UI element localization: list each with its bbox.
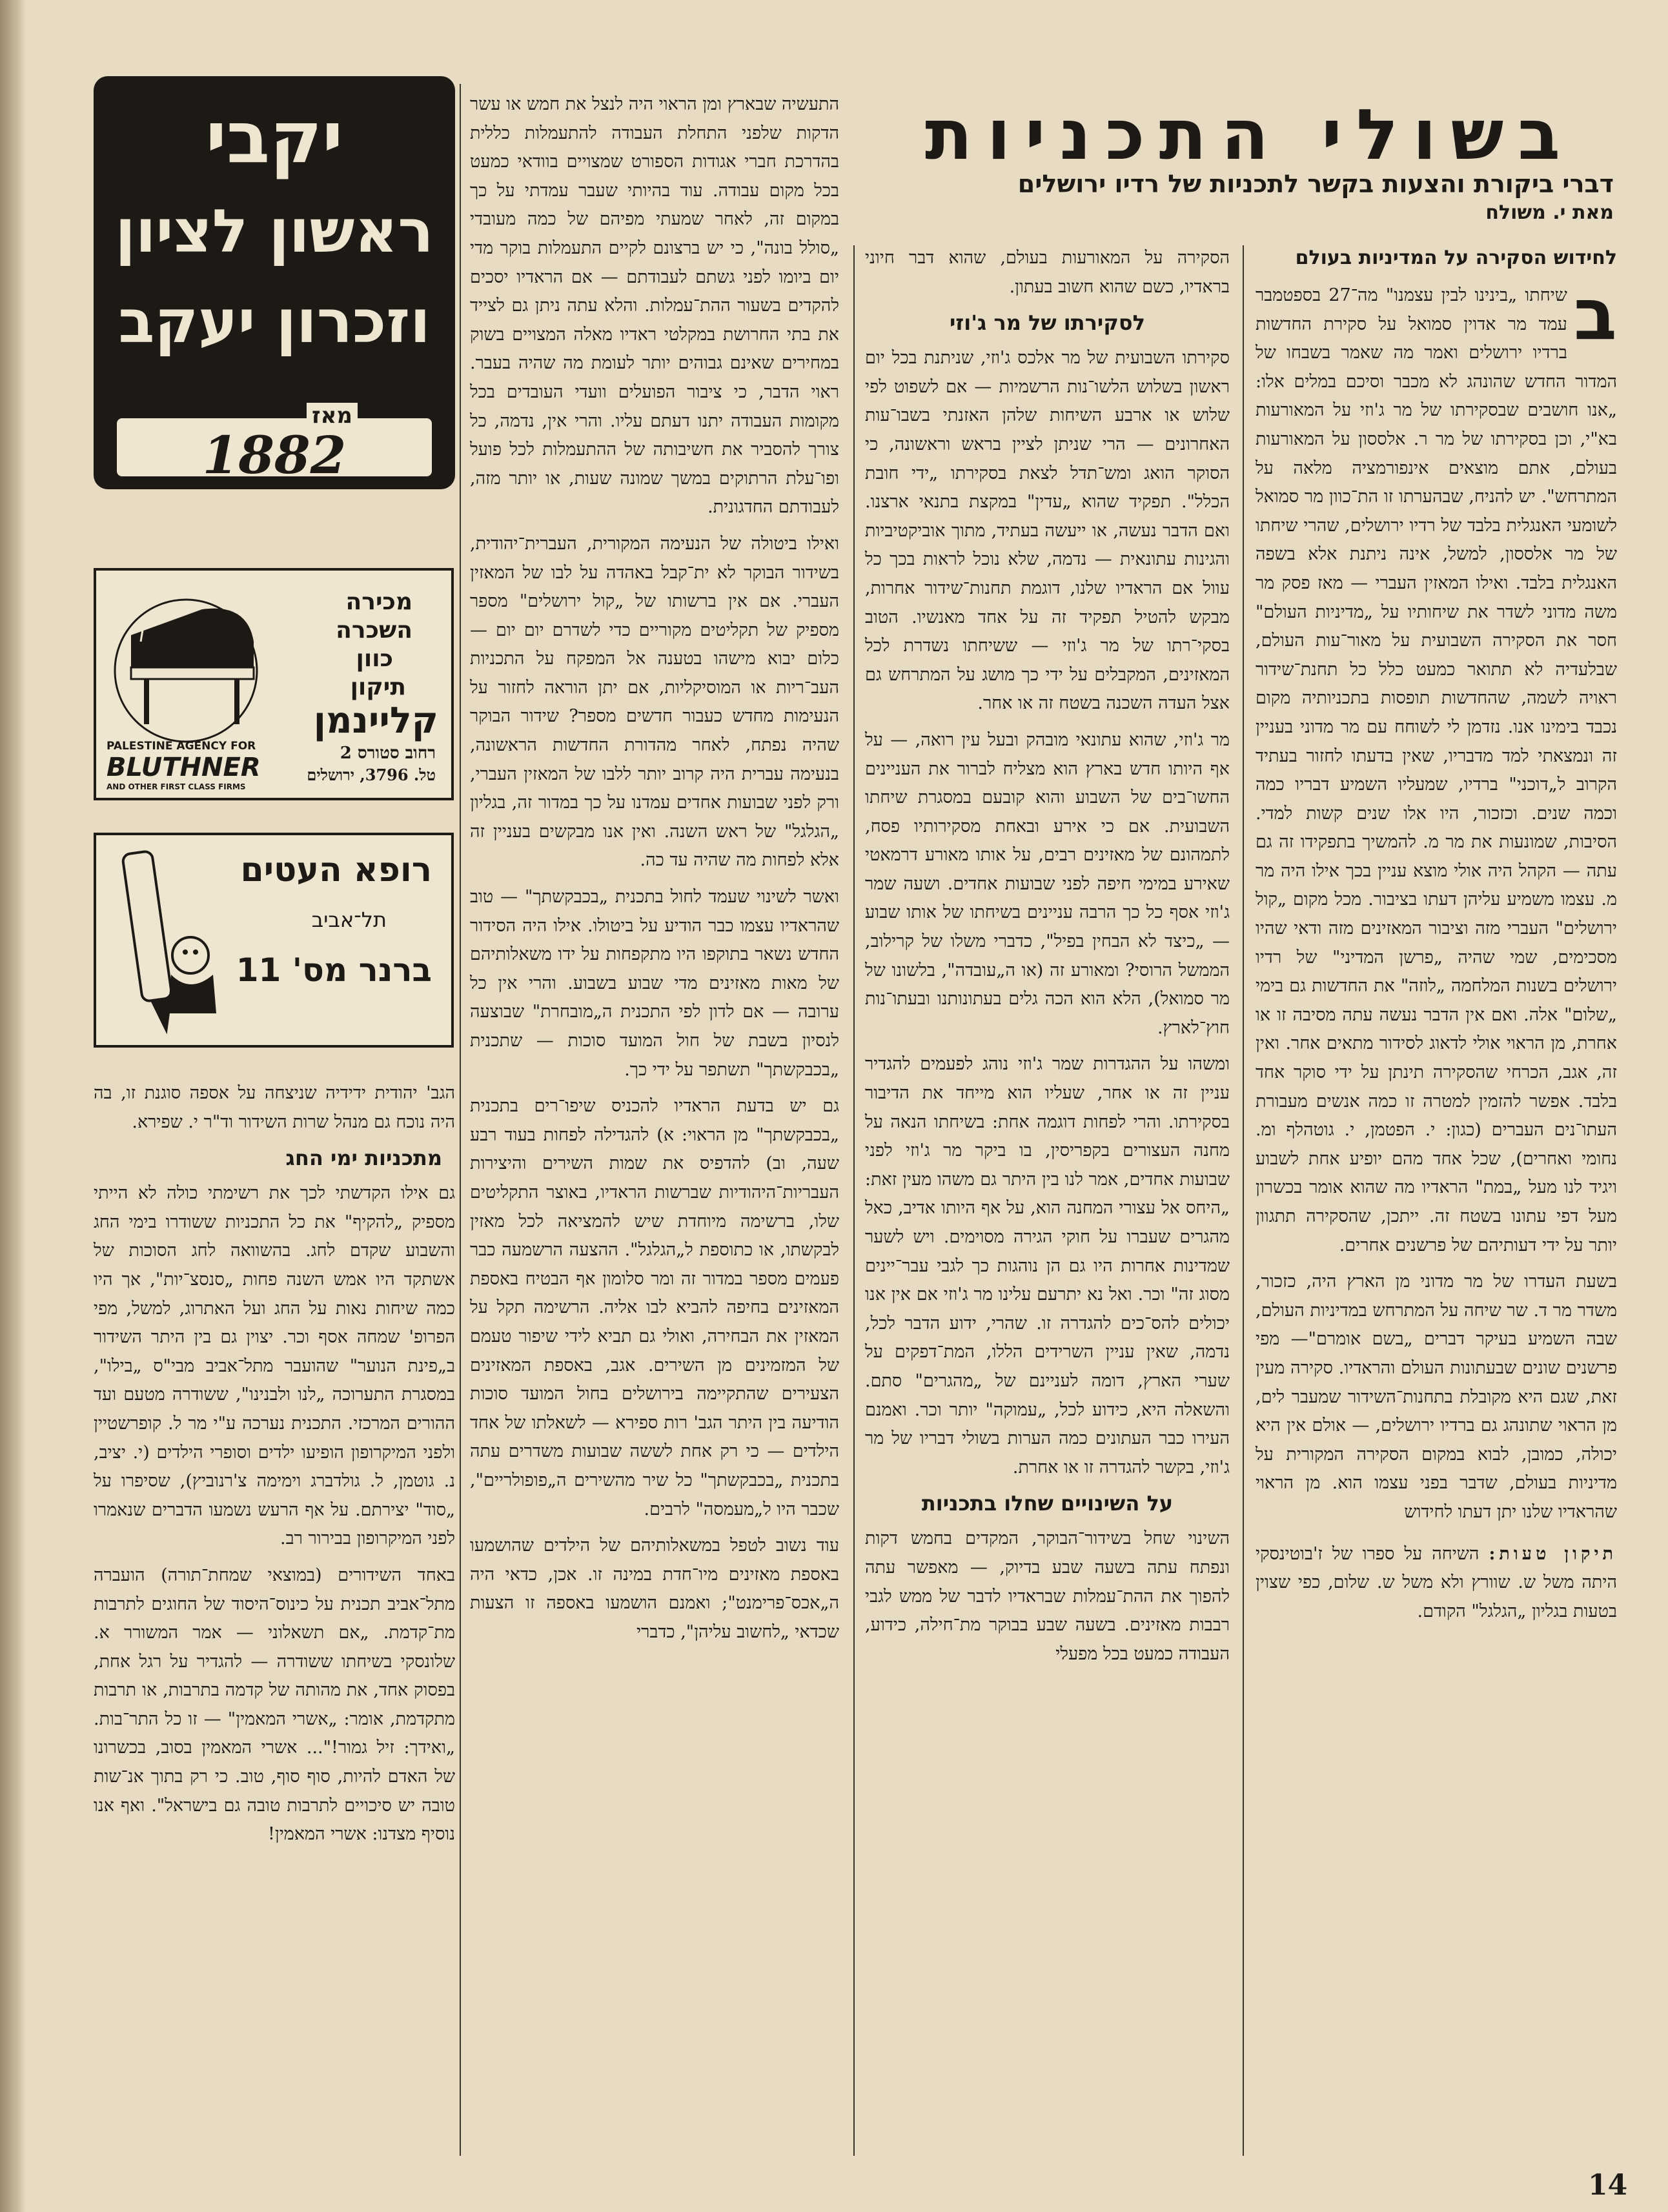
- winery-year: 1882: [202, 425, 347, 485]
- piano-ad-agency: PALESTINE AGENCY FOR: [107, 740, 256, 753]
- winery-ad-line-1: יקבי: [205, 96, 343, 179]
- col2-paragraph-2: סקירתו השבועית של מר אלכס ג'וזי, שניתנת בכל יום ראשון בשלוש הלשו־נות הרשמיות — אם לשפוט לפי שלוש או ארבע השיחות שלהן האזנתי בשבו־עות האחרונים — הרי שניתן לציין בראש וראשונה, כי הסוקר הואג ומש־תדל לצאת בסקירתו „ידי חובת הכלל". תפקיד שהוא „עדין" במקצת בתנאי ארצנו. ואם הדבר נעשה, או ייעשה בעתיד, מתוך אוביקטיביות והגינות עתונאית — נדמה, שלא נוכל לראות בכך כל עוול אם הראדיו שלנו, דוגמת תחנות־שידור אחרות, מבקש להטיל תפקיד זה על אחד מאנשיו. הטוב בסקי־רתו של מר ג'וזי — ששיחתו נשדרת לכל המאזינים, המקבלים על ידי כך מושג על המתרחש גם אצל העדה השכנה בשטח זה או אחר.: [865, 348, 1230, 714]
- page-number: 14: [1588, 2169, 1628, 2202]
- winery-ad-line-3: וזכרון יעקב: [118, 287, 431, 356]
- col3-paragraph-4: גם יש בדעת הראדיו להכניס שיפו־רים בתכנית „בכבקשתך" מן הראוי: א) להגדילה לפחות בעוד רבע שעה, וב) להדפיס את שמות השירים והיצירות העבריות־היהודיות שברשות הראדיו, באוצר התקליטים שלו, ברשימה מיוחדת שיש להמציאה לכל מאזין לבקשתו, או כתוספת ל„הגלגל". ההצעה הרשמעה כבר פעמים מספר במדור זה ומר סלומון אף הבטיח באספת המאזינים בחיפה להביא לבו אליה. הרשימה תקל על המאזין את הבחירה, ואולי גם תביא לידי שיפור טעמם של המזמינים מן השירים. אגב, באספת המאזינים הצעירים שהתקיימה בירושלים בחול המועד סוכות הודיעה בין היתר הגב' רות ספירא — לשאלתו של אחד הילדים — כי רק אחת לששה שבועות משדרים עתה בתכנית „בכבקשתך" כל שיר מהשירים ה„פופולריים", שכבר היו ל„מעמסה" לרבים.: [470, 1096, 839, 1519]
- piano-advertisement: [94, 568, 454, 800]
- pen-doctor-address: ברנר מס' 11: [236, 951, 432, 989]
- column-2: [865, 244, 1230, 1676]
- col1-paragraph-2: בשעת העדרו של מר מדוני מן הארץ היה, כזכור, משדר מר ד. שר שיחה על המתרחש במדיניות העולם, שבה השמיע בעיקר דברים „בשם אומרם"— מפי פרשנים שונים שבעתונות העולם והראדיו. סקירה מעין זאת, שגם היא מקובלת בתחנות־השידור שמעבר לים, מן הראוי שתונהג גם ברדיו ירושלים, — אולם אין היא יכולה, כמובן, לבוא במקום הסקירה המקורית על מדיניות בעולם, שדבר בפני עצמו הוא. מן הראוי שהראדיו שלנו יתן דעתו לחידוש: [1256, 1272, 1617, 1522]
- pen-doctor-illustration: [107, 846, 229, 1039]
- winery-ad-line-2: ראשון לציון: [115, 197, 434, 266]
- piano-ad-tune: כוון: [356, 645, 393, 672]
- winery-since-label: מאז: [307, 403, 358, 429]
- col1-paragraph: [1256, 273, 1617, 1260]
- col2-paragraph-5: השינוי שחל בשידור־הבוקר, המקדים בחמש דקות ונפתח עתה בשעה שבע בדיוק, — מאפשר עתה להפוך את ההת־עמלות שבראדיו לדבר של ממש לגבי רבבות מאזינים. בשעה שבע בבוקר מת־חילה, כידוע, העבודה כמעט בכל מפעלי: [865, 1528, 1230, 1664]
- col3-paragraph-5: עוד נשוב לטפל במשאלותיהם של הילדים שהושמעו באספת מאזינים מיו־חדת במינה זו. אכן, כדאי היה ה„אכס־פרימנט"; ואמנם הושמעו באספה זו הצעות שכדאי „לחשוב עליהן", כדברי: [470, 1536, 839, 1642]
- section-heading-holiday: מתכניות ימי החג: [285, 1146, 442, 1171]
- article-subtitle: דברי ביקורת והצעות בקשר לתכניות של רדיו ירושלים: [1017, 170, 1614, 198]
- col2-paragraph-1: הסקירה על המאורעות בעולם, שהוא דבר חיוני בראדיו, כשם שהוא חשוב בעתון.: [865, 248, 1230, 297]
- section-heading-josie: לסקירתו של מר ג'וזי: [950, 310, 1145, 336]
- winery-advertisement: [94, 76, 455, 489]
- column-rule: [460, 84, 461, 2156]
- magazine-page: [26, 0, 1668, 2212]
- pen-doctor-city: תל־אביב: [311, 908, 387, 932]
- piano-ad-sale: מכירה: [345, 589, 412, 615]
- article-byline: מאת י. משולח: [1485, 201, 1614, 224]
- col4-paragraph-2: גם אילו הקדשתי לכך את רשימתי כולה לא הייתי מספיק „להקיף" את כל התכניות ששודרו בימי החג והשבוע שקדם לחג. בהשוואה לחג הסוכות של אשתקד היו אמש השנה פחות „סנסצ־יות", אך היו כמה שיחות נאות על החג ועל האתרוג, למשל, מפי הפרופ' שמחה אסף וכר. יצוין גם בין היתר השידור ב„פינת הנוער" שהועבר מתל־אביב מבי"ס „בילו", במסגרת התערוכה „לנו ולבנינו", ששודרה מטעם ועד ההורים המרכזי. התכנית נערכה ע"י מר ל. קופרשטיין ולפני המיקרופון הופיעו ילדים וסופרי הילדים (י. יציב, נ. גוטמן, ל. גולדברג וימימה צ'רנוביץ), שסיפרו על „סוד" יצירתם. על אף הרעש נשמעו הדברים שנאמרו לפני המיקרופון בבירור רב.: [94, 1183, 455, 1549]
- section-heading-world-policy: לחידוש הסקירה על המדיניות בעולם: [1295, 247, 1617, 269]
- col4-paragraph-3: באחד השידורים (במוצאי שמחת־תורה) הועברה מתל־אביב תכנית על כינוס־היסוד של החוגים לתרבות מת־קדמת. „אם תשאלוני — אמר המשורר א. שלונסקי בשיחתו ששודרה — להגדיר על רגל אחת, בפסוק אחד, את מהותה של קדמה בתרבות, או תרבות מתקדמת, אומר: „אשרי המאמין" — זו כל התר־בות. „ואידך: זיל גמור!"... אשרי המאמין בסוב, בכשרונו של האדם להיות, סוף סוף, טוב. כי רק בתוך אנ־שות טובה יש סיכויים לתרבות טובה גם בישראל". ואף אנו נוסיף מצדנו: אשרי המאמין!: [94, 1565, 455, 1845]
- piano-ad-rent: השכרה: [336, 617, 412, 644]
- piano-ad-name: קליינמן: [313, 700, 438, 742]
- column-rule: [853, 245, 855, 2156]
- col2-paragraph-4: ומשהו על ההגדרות שמר ג'וזי נוהג לפעמים להגדיר עניין זה או אחר, שעליו הוא מייחד את הדיבור בסקירתו. והרי לפחות דוגמה אחת: בשיחתו הנאה על מחנה העצורים בקפריסין, בו ביקר מר ג'וזי לפני שבועות אחדים, אמר לנו בין היתר גם משהו מעין זאת: „היחס אל עצורי המחנה הוא, על אף היותו אדיב, כאל מהגרים שעברו על חוקי הגירה מסוימים. ויש לשער שמדינות אחרות היו גם הן נוהגות כך לגבי עבר־יינים מסוג זה" וכר. ואל נא יתרעם עלינו מר ג'וזי אם אין אנו יכולים להס־כים להגדרה זו. שהרי, ידוע הדבר לכל, נדמה, שאין עניין השרידים הללו, המת־דפקים על שערי הארץ, דומה לעניינם של „מהגרים" סתם. והשאלה היא, כידוע לכל, „עמוקה" יותר וכר. ואמנם העירו כבר העתונים כמה הערות בשולי דבריו של מר ג'וזי, בקשר להגדרה זו או אחרת.: [865, 1054, 1230, 1477]
- column-rule: [1243, 245, 1244, 2156]
- correction-title: תיקון טעות:: [1489, 1543, 1617, 1564]
- piano-ad-subtext: AND OTHER FIRST CLASS FIRMS: [107, 782, 246, 791]
- piano-icon: [105, 583, 267, 745]
- article-headline: בשולי התכניות: [924, 95, 1575, 176]
- col3-paragraph-2: ואילו ביטולה של הנעימה המקורית, העברית־יהודית, בשידור הבוקר לא ית־קבל באהדה על לבו של המאזין העברי. אם אין ברשותו של „קול ירושלים" מספר מספיק של תקליטים מקוריים כדי לשדרם יום יום — כלום יבוא מישהו בטענה אל המפקח על התכניות העב־ריות או המוסיקליות, אם יתן הוראה לחזור על הנעימות מחדש כעבור חדשים מספר? שידור הבוקר שהיה נפתח, לאחר מהדורת החדשות הראשונה, בנעימה עברית היה קרוב יותר ללבו של המאזין העברי, ורק לפני שבועות אחדים עמדנו על כך במדור זה, בגליון „הגלגל" של ראש השנה. ואין אנו מבקשים בעניין זה אלא לפחות מה שהיה עד כה.: [470, 533, 839, 871]
- column-1: [1256, 244, 1617, 1634]
- col3-paragraph-1: התעשיה שבארץ ומן הראוי היה לנצל את חמש או עשר הדקות שלפני התחלת העבודה להתעמלות כללית בהדרכת חברי אגודות הספורט שמצויים בוודאי כמעט בכל מקום עבודה. עוד בהיותי שעבר עמדתי על כך במקום זה, לאחר שמעתי מפיהם של כמה מעובדי „סולל בונה", כי יש ברצונם לקיים התעמלות בוקר מדי יום ביומו לפני גשתם לעבודתם — אם הראדיו יסכים להקדים בשעור ההת־עמלות. והלא עתה ניתן גם לצייד את בתי החרושת במקלטי ראדיו מאלה המצויים בשוק במחירים שאינם גבוהים יותר לעומת מה שהיה בעבר. ראוי הדבר, כי ציבור הפועלים וועדי העובדים בכל מקומות העבודה יתנו דעתם עליו. והרי אין, נדמה, כל צורך להסביר את חשיבותה של ההתעמלות לכל פועל ופו־עלת הרתוקים במשך שמונה שעות, או יותר מזה, לעבודתם החדגונית.: [470, 94, 839, 518]
- correction-text: השיחה על ספרו של ז'בוטינסקי היתה משל ש. שוורץ ולא משל ש. שלום, כפי שצוין בטעות בגליון „הגלגל" הקודם.: [1256, 1543, 1617, 1621]
- col3-paragraph-3: ואשר לשינוי שעמד לחול בתכנית „בכבקשתך" — טוב שהראדיו עצמו כבר הודיע על ביטולו. אילו היה הסידור החדש נשאר בתוקפו היו מתקפחות על ידו משאלותיהם של מאות מאזינים מדי שבוע בשבוע. והרי אין כל ערובה — אם לדון לפי התכנית ה„מובחרת" שבוצעה לנסיון בשבת של חול המועד סוכות — שתכנית „בכבקשתך" תשתפר על ידי כך.: [470, 887, 839, 1080]
- pen-doctor-title: רופא העטים: [240, 851, 432, 889]
- drop-cap: ב: [1573, 273, 1617, 356]
- column-4: [94, 1079, 455, 1857]
- pen-doctor-advertisement: [94, 833, 454, 1048]
- correction-note: [1256, 1540, 1617, 1627]
- col4-paragraph-1: הגב' יהודית ידידיה שניצחה על אספה סוגנת זו, בה היה נוכח גם מנהל שרות השידור וד"ר י. שפירא.: [94, 1083, 455, 1132]
- section-heading-changes: על השינויים שחלו בתכניות: [921, 1491, 1174, 1516]
- piano-ad-repair: תיקון: [350, 674, 406, 700]
- book-binding-shadow: [0, 0, 26, 2212]
- col2-paragraph-3: מר ג'וזי, שהוא עתונאי מובהק ובעל עין רואה, — על אף היותו חדש בארץ הוא מצליח לברור את העניינים החשו־בים של השבוע והוא קובעם במסגרת שיחתו השבועית. אם כי אירע ובאחת מסקירותיו פסח, לתמהונם של מאזינים רבים, על אותו מאורע דרמאטי שאירע במימי חיפה לפני שבועות אחדים. ושעה שמר ג'וזי אסף כל כך הרבה עניינים בשיחתו של אותו שבוע — „כיצד לא הבחין בפיל", כדברי משלו של קרילוב, הממשל הרוסי? ומאורע זה (או ה„עובדה", בלשונו של מר סמואל), הלא הוא הכה גלים בעתונותנו ובעתו־נות חוץ־לארץ.: [865, 729, 1230, 1038]
- column-3: [470, 90, 839, 1654]
- col1-paragraph-text: שיחתו „בינינו לבין עצמנו" מה־27 בספטמבר עמד מר אדוין סמואל על סקירת החדשות ברדיו ירושלים ואמר מה שאמר בשבחו של המדור החדש שהונהג לא מכבר וסיכם במלים אלו: „אנו חושבים שבסקירתו של מר ג'וזי על המאורעות בא"י, וכן בסקירתו של מר ר. אלססון על המאורעות בעולם, אתם מוצאים אינפורמציה מלאה על המתרחש". יש להניח, שבהערתו זו הת־כוון מר סמואל לשומעי האנגלית בלבד של רדיו ירושלים, שהרי שיחתו של מר אלססון, למשל, אינה ניתנת אלא בשפה האנגלית בלבד. ואילו המאזין העברי — מאז פסק מר משה מדוני לשדר את שיחותיו על „מדיניות העולם" חסר את הסקירה השבועית על מאור־עות העולם, שבלעדיה לא תתואר כמעט כלל כל תחנת־שידור ראויה לשמה, שהחדשות תופסות בתכניותיה מקום נכבד בימינו אנו. נזדמן לי לשוחח עם מר מדוני בעניין זה ונמצאתי למד מדבריו, שאין בדעתו לחזור בעתיד הקרוב ל„דוכני" ברדיו, שמעליו השמיע דבריו כמה וכמה שנים. וכזכור, היו אלו שנים קשות למדי. הסיבות, שמונעות את מר מ. להמשיך בתפקידו זה גם עתה — הקהל היה אולי מוצא עניין בכך אילו היה מר מ. עצמו משמיע עליהן דעתו בציבור. מכל מקום „קול ירושלים" העברי מזה וציבור המאזינים מזה ודאי שהיו מסכימים, שמי שהיה „פרשן המדיני" של רדיו ירושלים בשנות המלחמה „לוזה" את החדשות גם בימי „שלום" אלה. ואם אין הדבר נעשה עתה מסיבה זו או אחרת, מן הראוי אולי לדאוג לסידור מתאים אחר. ואין זה, אגב, הכרחי שהסקירה תינתן על ידי סוקר אחד בלבד. אפשר להזמין למטרה זו כמה אנשים מעבורת העתו־נים העברים (כגון: י. הפטמן, י. גוטהלף ומ. נחומי ואחרים), שכל אחד מהם יופיע אחת לשבוע ויגיד לנו מעל „במת" הראדיו מה שהוא אומר בכשרון מעל דפי עתונו בשטח זה. ייתכן, שהסקירה תתגוון יותר על ידי דעותיהם של פרשנים אחרים.: [1256, 285, 1617, 1255]
- piano-ad-address: רחוב סטורס 2: [340, 744, 436, 763]
- piano-ad-brand: BLUTHNER: [107, 753, 261, 782]
- piano-ad-phone: טל. 3796, ירושלים: [307, 766, 436, 784]
